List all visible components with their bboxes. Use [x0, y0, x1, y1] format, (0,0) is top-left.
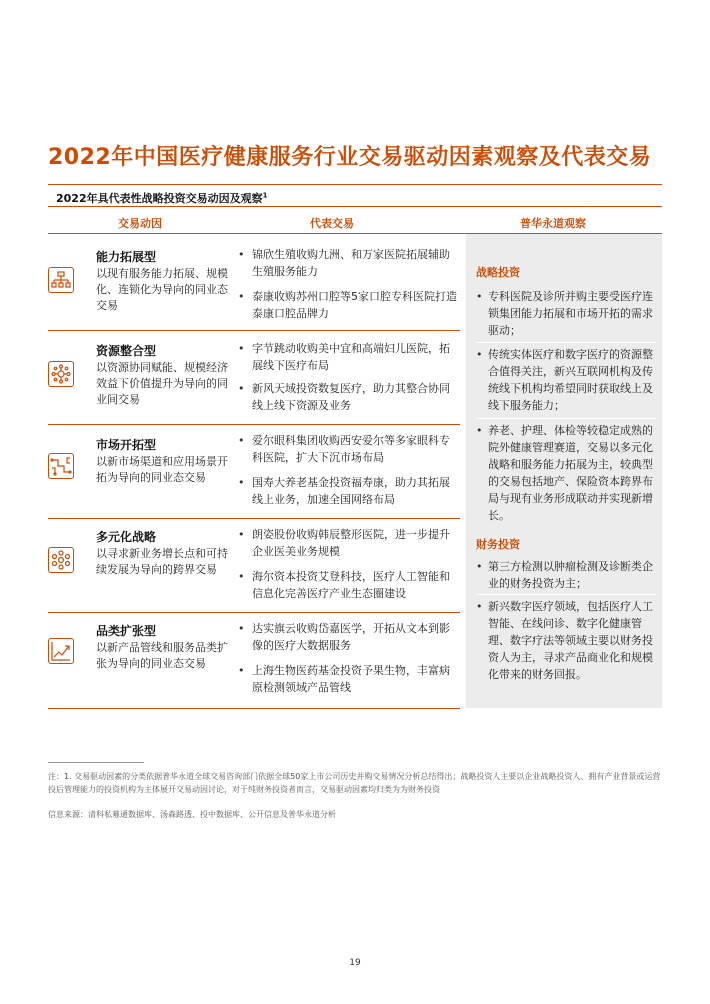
row-type-desc: 以现有服务能力拓展、规模化、连锁化为导向的同业态交易 — [96, 267, 228, 312]
page-title: 2022年中国医疗健康服务行业交易驱动因素观察及代表交易 — [48, 145, 652, 170]
deal-item: • 字节跳动收购美中宜和高端妇儿医院，拓展线下医疗布局 — [238, 340, 458, 374]
diversify-nodes-icon — [48, 547, 74, 573]
row-divider — [48, 424, 460, 425]
row-type-name: 市场开拓型 — [96, 438, 157, 452]
deal-item: • 爱尔眼科集团收购西安爱尔等多家眼科专科医院，扩大下沉市场布局 — [238, 432, 458, 466]
row-type-desc: 以寻求新业务增长点和可持续发展为导向的跨界交易 — [96, 547, 228, 576]
growth-chart-icon — [48, 638, 74, 664]
deal-item: • 泰康收购苏州口腔等5家口腔专科医院打造泰康口腔品牌力 — [238, 288, 458, 322]
row-type-desc: 以新市场渠道和应用场景开拓为导向的同业态交易 — [96, 455, 228, 484]
deal-item: • 国寿大养老基金投资福寿康，助力其拓展线上业务，加速全国网络布局 — [238, 474, 458, 508]
deal-item: • 上海生物医药基金投资予果生物，丰富病原检测领域产品管线 — [238, 662, 458, 696]
row-type-name: 品类扩张型 — [96, 624, 157, 638]
org-chart-icon — [48, 267, 74, 293]
header-rule — [48, 233, 662, 234]
footnote-note: 注：1. 交易驱动因素的分类依据普华永道全球交易咨询部门依据全球50家上市公司历史并购交易情况分析总结得出；战略投资人主要以企业战略投资人、拥有产业背景或运营投后管理能力的投资机构为主体展开交易动因讨论，对于纯财务投资者而言，交易驱动因素均归类为为财务投资 — [48, 772, 661, 794]
subtitle-top-rule — [48, 184, 662, 185]
circuit-path-icon — [48, 453, 74, 479]
column-header-drivers: 交易动因 — [118, 217, 162, 230]
row-type-desc: 以新产品管线和服务品类扩张为导向的同业态交易 — [96, 641, 228, 670]
table-subtitle-text: 2022年具代表性战略投资交易动因及观察 — [56, 192, 263, 205]
column-header-deals: 代表交易 — [310, 217, 354, 230]
deal-item: • 锦欣生殖收购九洲、和万家医院拓展辅助生殖服务能力 — [238, 246, 458, 280]
row-divider — [48, 330, 460, 331]
table-subtitle — [56, 190, 268, 206]
row-type-name: 多元化战略 — [96, 530, 157, 544]
pwc-bullet: • 专科医院及诊所并购主要受医疗连锁集团能力拓展和市场开拓的需求驱动； — [476, 288, 656, 339]
footnote-marker: 1 — [262, 191, 268, 200]
subtitle-bottom-rule — [48, 206, 662, 207]
pwc-bullet: • 新兴数字医疗领域，包括医疗人工智能、在线问诊、数字化健康管理、数字疗法等领域主要以财务投资人为主，寻求产品商业化和规模化带来的财务回报。 — [476, 598, 656, 683]
pwc-bullet-rule — [476, 342, 656, 343]
row-divider — [48, 612, 460, 613]
row-type-desc: 以资源协同赋能、规模经济效益下价值提升为导向的同业间交易 — [96, 361, 228, 406]
pwc-bullet: • 第三方检测以肿瘤检测及诊断类企业的财务投资为主； — [476, 558, 656, 592]
row-type-name: 能力拓展型 — [96, 250, 157, 264]
deal-item: • 新风天域投资数复医疗，助力其整合协同线上线下资源及业务 — [238, 380, 458, 414]
pwc-bullet: • 养老、护理、体检等较稳定成熟的院外健康管理赛道，交易以多元化战略和服务能力拓展为主，较典型的交易包括地产、保险资本跨界布局与现有业务形成联动并实现新增长。 — [476, 422, 656, 524]
page-number: 19 — [349, 958, 361, 968]
row-divider — [48, 518, 460, 519]
column-header-pwc: 普华永道观察 — [520, 217, 586, 230]
pwc-bullet: • 传统实体医疗和数字医疗的资源整合值得关注，新兴互联网机构及传统线下机构均希望同时获取线上及线下服务能力； — [476, 346, 656, 414]
row-divider — [48, 708, 460, 709]
deal-item: • 海尔资本投资艾登科技，医疗人工智能和信息化完善医疗产业生态圈建设 — [238, 568, 458, 602]
network-hub-icon — [48, 361, 74, 387]
row-type-name: 资源整合型 — [96, 344, 157, 358]
footnote-rule — [48, 762, 144, 763]
pwc-section-financial: 财务投资 — [476, 538, 520, 551]
deal-item: • 达实旗云收购岱嘉医学，开拓从文本到影像的医疗大数据服务 — [238, 620, 458, 654]
pwc-section-strategic: 战略投资 — [476, 266, 520, 279]
footnote-source: 信息来源：清科私募通数据库、汤森路透、投中数据库、公开信息及普华永道分析 — [48, 810, 336, 819]
deal-item: • 朗姿股份收购韩辰整形医院，进一步提升企业医美业务规模 — [238, 526, 458, 560]
pwc-bullet-rule — [476, 418, 656, 419]
pwc-bullet-rule — [476, 594, 656, 595]
